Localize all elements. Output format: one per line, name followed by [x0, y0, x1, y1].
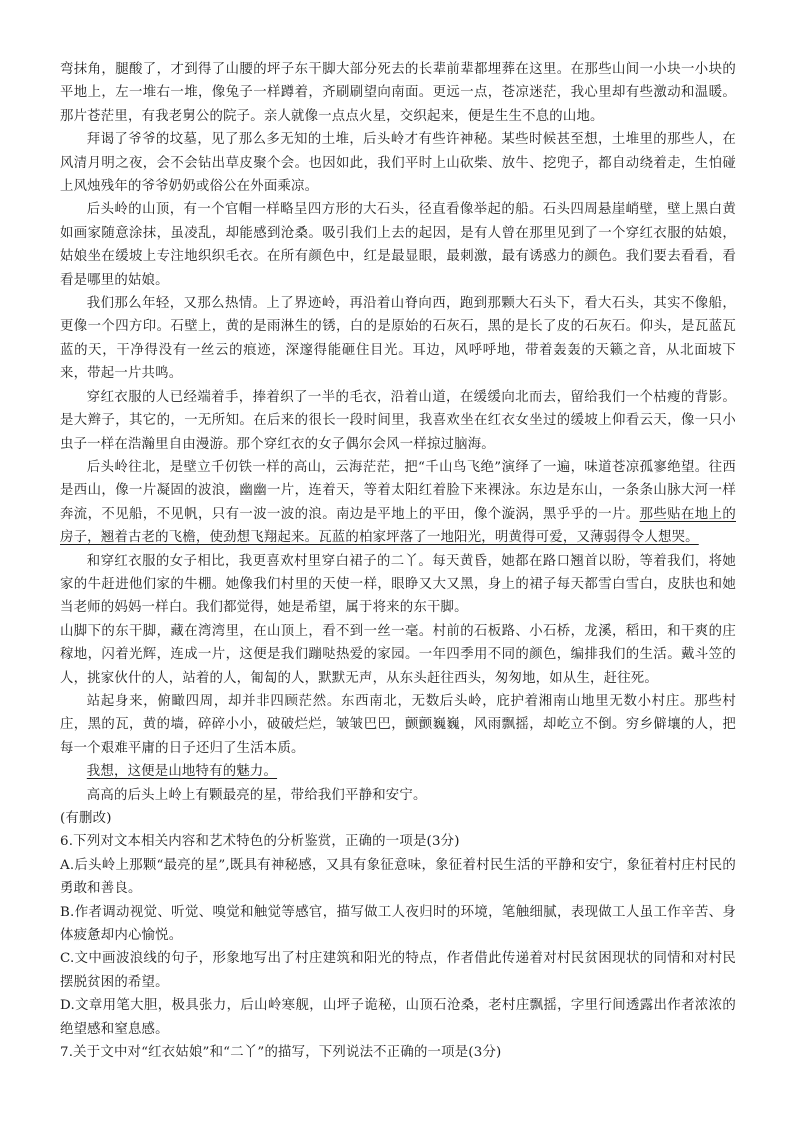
article-paragraph-1: 弯抹角，腿酸了，才到得了山腰的坪子东干脚大部分死去的长辈前辈都埋葬在这里。在那些山间一小块一小块的平地上，左一堆右一堆，像兔子一样蹲着，齐刷刷望向南面。更远一点，苍凉迷茫，我心里却有些激动和温暖。那片苍茫里，有我老舅公的院子。亲人就像一点点火星，交织起来，便是生生不息的山地。: [60, 62, 736, 124]
paragraph-6-text: 后头岭往北，是壁立千仞铁一样的高山，云海茫茫，把“千山鸟飞绝”演绎了一遍，味道苍凉孤寥绝望。往西是西山，像一片凝固的波浪，幽幽一片，连着天，等着太阳红着脸下来裸泳。东边是东山，一条条山脉大河一样奔流，不见船，不见帆，只有一波一波的浪。南边是平地上的平田，像个漩涡，黑乎乎的一片。: [60, 459, 736, 522]
edited-note: (有删改): [60, 811, 112, 826]
question-6-option-c: C.文中画波浪线的句子，形象地写出了村庄建筑和阳光的特点，作者借此传递着对村民贫困现状的同情和对村民摆脱贫困的希望。: [60, 951, 736, 990]
article-paragraph-10: [60, 760, 736, 783]
question-6-option-a: A.后头岭上那颗“最亮的星”,既具有神秘感，又具有象征意味，象征着村民生活的平静和安宁，象征着村庄村民的勇敢和善良。: [60, 857, 736, 897]
article: [60, 58, 736, 830]
article-paragraph-8: 山脚下的东干脚，藏在湾湾里，在山顶上，看不到一丝一毫。村前的石板路、小石桥，龙溪，稻田，和干爽的庄稼地，闪着光辉，连成一片，这便是我们蹦哒热爱的家园。一年四季用不同的颜色，编排我们的生活。戴斗笠的人，挑家伙什的人，站着的人，匍匐的人，默默无声，从东头赶往西头，匆匆地，如从生，赶往死。: [60, 623, 736, 686]
question-6-stem: 6.下列对文本相关内容和艺术特色的分析鉴赏，正确的一项是(3分): [60, 834, 460, 850]
article-paragraph-5: 穿红衣服的人已经端着手，捧着织了一半的毛衣，沿着山道，在缓缓向北而去，留给我们一个枯瘦的背影。是大辫子，其它的，一无所知。在后来的很长一段时间里，我喜欢坐在红衣女坐过的缓坡上仰看云天，像一只小虫子一样在浩瀚里自由漫游。那个穿红衣的女子偶尔会风一样掠过脑海。: [60, 389, 736, 452]
article-paragraph-9: 站起身来，俯瞰四周，却并非四顾茫然。东西南北，无数后头岭，庇护着湘南山地里无数小村庄。那些村庄，黑的瓦，黄的墙，碎碎小小，破破烂烂，皱皱巴巴，颤颤巍巍，风雨飘摇，却屹立不倒。穷乡僻壤的人，把每一个艰难平庸的日子还归了生活本质。: [60, 693, 736, 756]
question-7-stem: 7.关于文中对“红衣姑娘”和“二丫”的描写，下列说法不正确的一项是(3分): [60, 1045, 502, 1061]
question-6-option-d: D.文章用笔大胆，极具张力，后山岭寒舰，山坪子诡秘，山顶石沧桑，老村庄飘摇，字里行间透露出作者浓浓的绝望感和窒息感。: [60, 998, 736, 1037]
question-7: [60, 1041, 736, 1064]
article-paragraph-2: 拜谒了爷爷的坟墓，见了那么多无知的土堆，后头岭才有些许神秘。某些时候甚至想，土堆里的那些人，在风清月明之夜，会不会钻出草皮聚个会。也因如此，我们平时上山砍柴、放牛、挖兜子，都自动绕着走，生怕碰上风烛残年的爷爷奶奶或俗公在外面乘凉。: [60, 132, 736, 195]
question-6: [60, 830, 736, 1041]
article-paragraph-11: 高高的后头上岭上有颗最亮的星，带给我们平静和安宁。: [86, 787, 427, 803]
article-paragraph-6: [60, 456, 736, 550]
article-paragraph-4: 我们那么年轻，又那么热情。上了界迹岭，再沿着山脊向西，跑到那颗大石头下，看大石头，其实不像船，更像一个四方印。石壁上，黄的是雨淋生的锈，白的是原始的石灰石，黑的是长了皮的石灰石。仰头，是瓦蓝瓦蓝的天，干净得没有一丝云的痕迹，深邃得能砸住目光。耳边，风呼呼地，带着轰轰的天籁之音，从北面坡下来，带起一片共鸣。: [60, 296, 736, 382]
underlined-sentence: 我想，这便是山地特有的魅力。: [86, 764, 278, 780]
article-paragraph-3: 后头岭的山顶，有一个官帽一样略呈四方形的大石头，径直看像举起的船。石头四周悬崖峭壁，壁上黑白黄如画家随意涂抹，虽凌乱，却能感到沧桑。吸引我们上去的起因，是有人曾在那里见到了一个穿红衣服的姑娘，姑娘坐在缓坡上专注地织织毛衣。在所有颜色中，红是最显眼，最刺激，最有诱惑力的颜色。我们要去看看，看看是哪里的姑娘。: [60, 202, 736, 288]
wavy-underlined-sentence: 那些贴在地上的房子，翘着古老的飞檐，使劲想飞翔起来。瓦蓝的柏家坪落了一地阳光，明黄得可爱，又薄弱得令人想哭。: [60, 506, 736, 546]
question-6-option-b: B.作者调动视觉、听觉、嗅觉和触觉等感官，描写做工人夜归时的环境，笔触细腻，表现做工人虽工作辛苦、身体疲惫却内心愉悦。: [60, 904, 736, 944]
article-paragraph-7: 和穿红衣服的女子相比，我更喜欢村里穿白裙子的二丫。每天黄昏，她都在路口翘首以盼，等着我们，将她家的牛赶进他们家的牛棚。她像我们村里的天使一样，眼睁又大又黑，身上的裙子每天都雪白雪白，皮肤也和她当老师的妈妈一样白。我们都觉得，她是希望，属于将来的东干脚。: [60, 553, 736, 616]
